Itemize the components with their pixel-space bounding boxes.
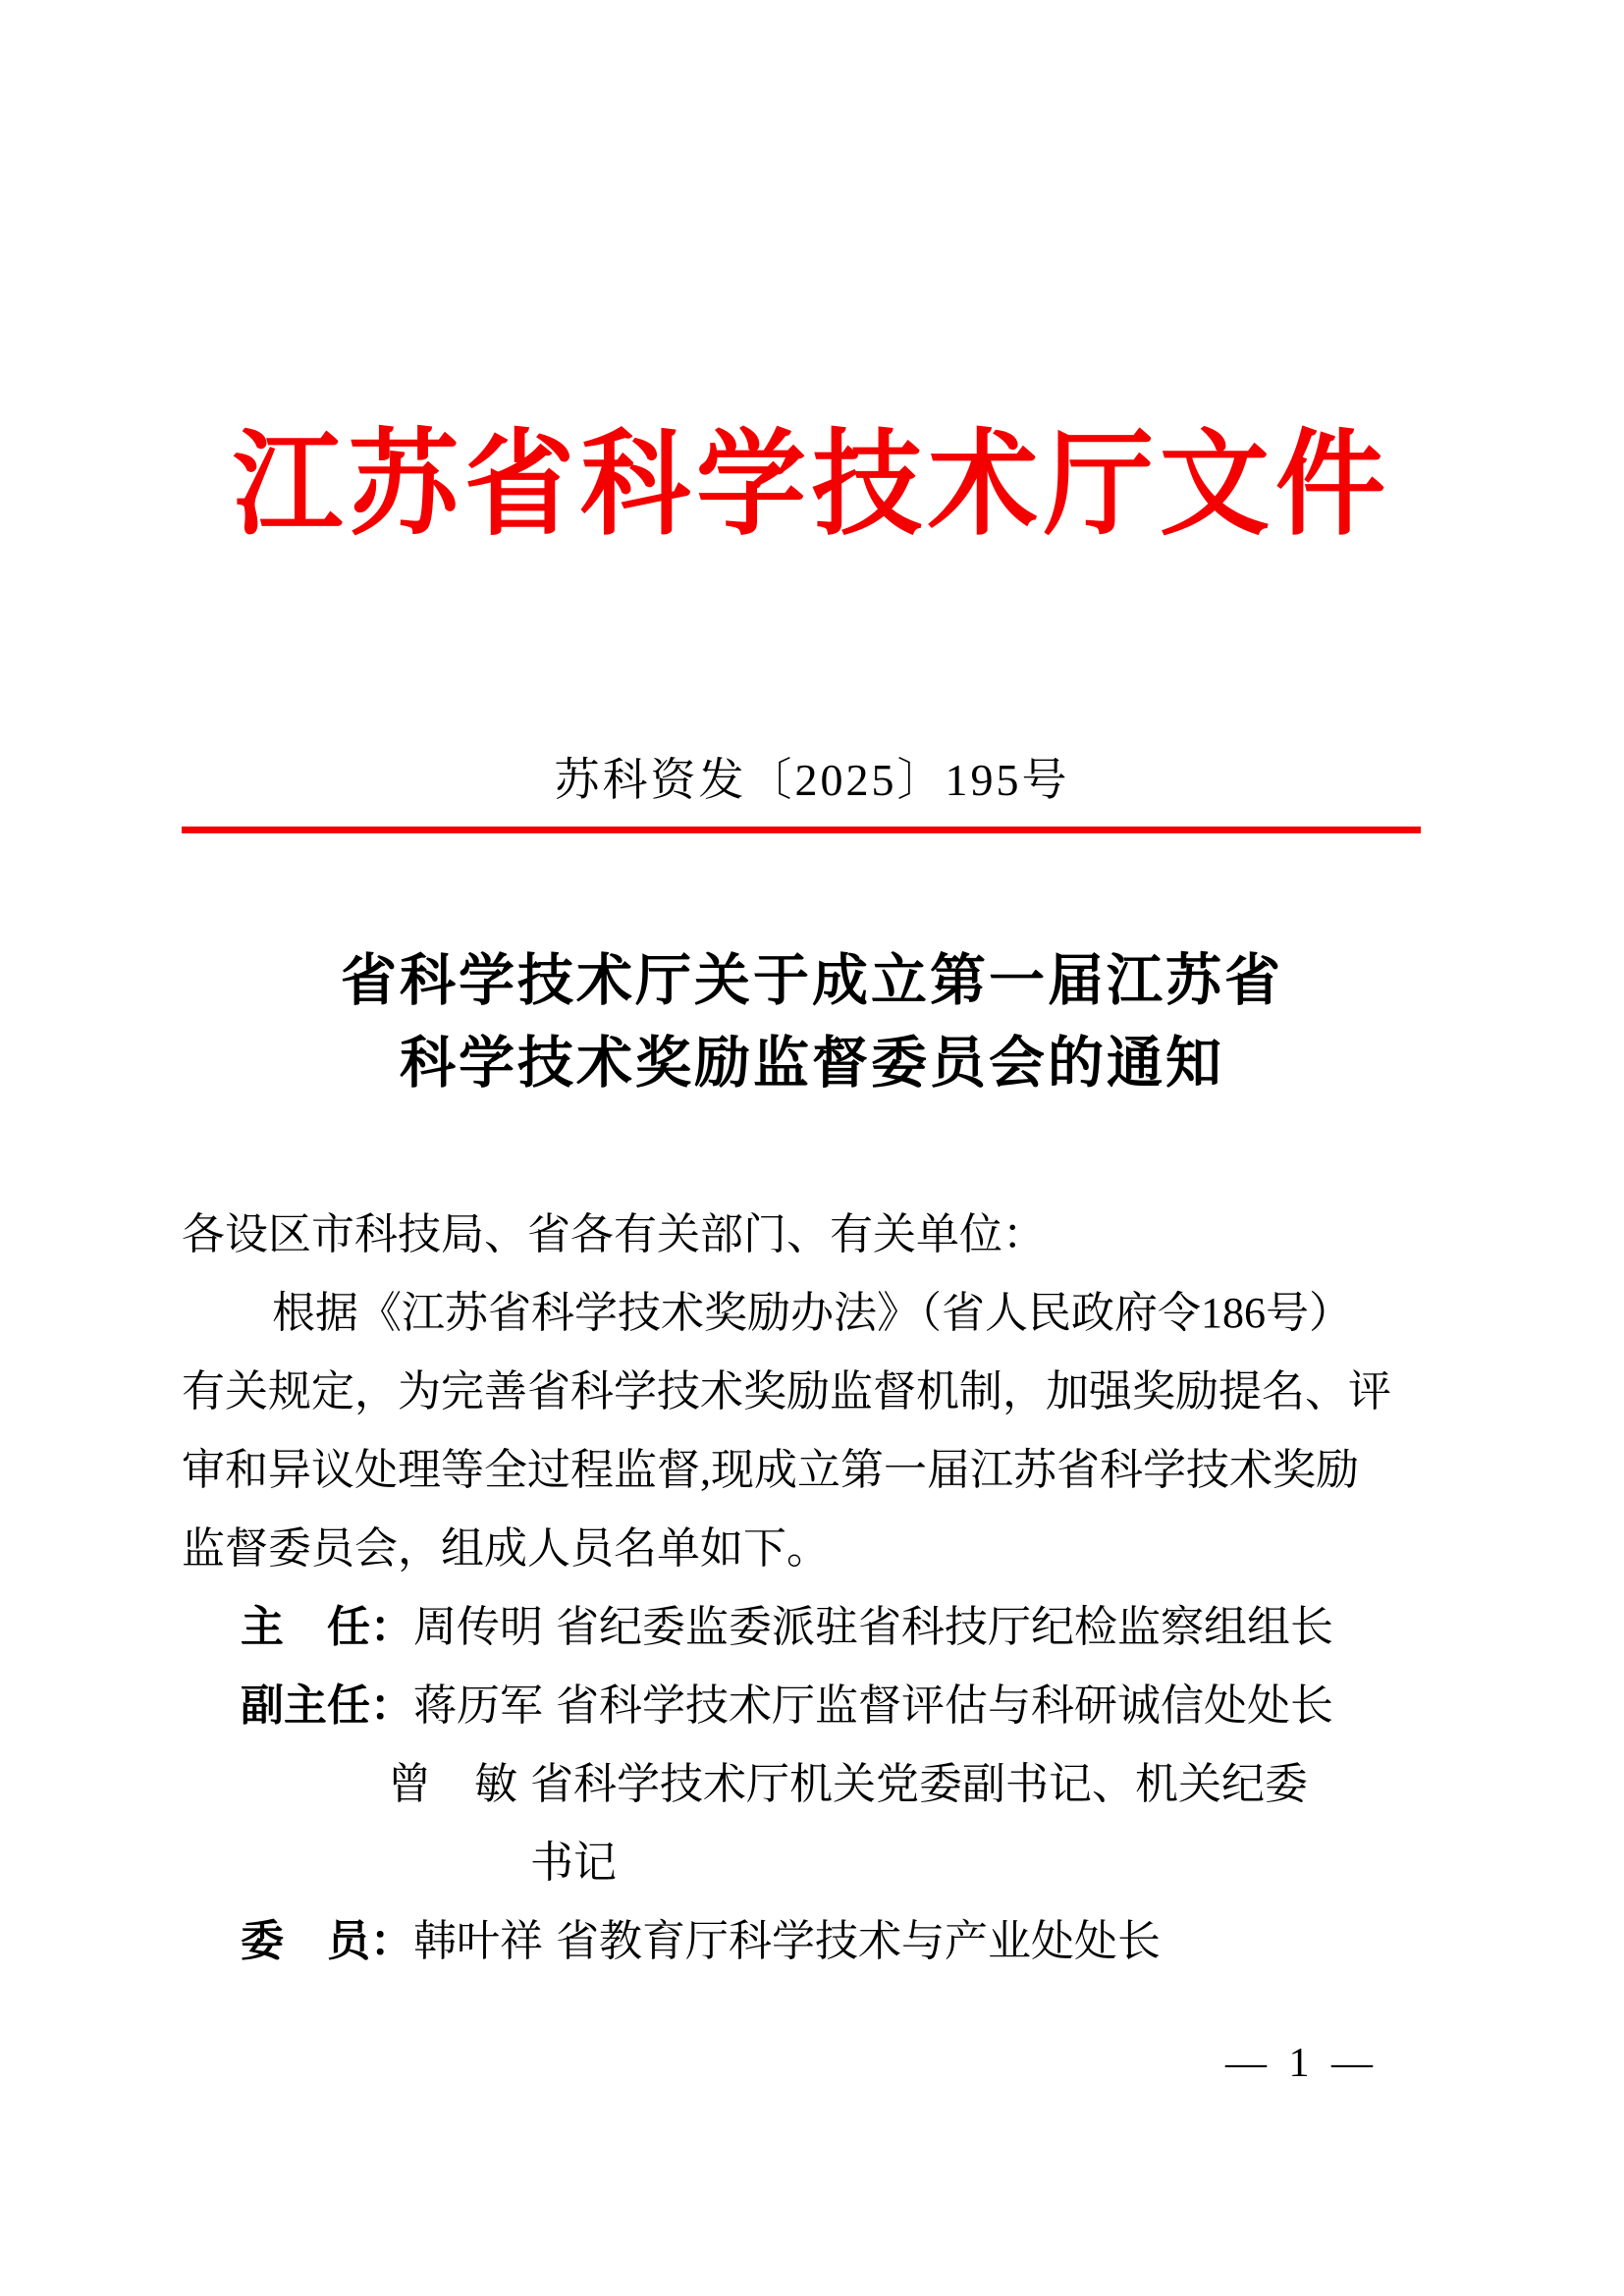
member-position-line: 省科学技术厅机关党委副书记、机关纪委 <box>530 1760 1308 1808</box>
member-role-label: 委 员： <box>241 1917 413 1965</box>
member-name: 周传明 <box>413 1603 543 1651</box>
agency-banner-title: 江苏省科学技术厅文件 <box>233 422 1391 550</box>
member-position <box>556 1667 1421 1745</box>
red-divider-rule <box>182 827 1421 833</box>
document-number: 苏科资发〔2025〕195号 <box>554 755 1070 805</box>
member-position-line: 省教育厅科学技术与产业处处长 <box>556 1917 1161 1965</box>
recipients-line: 各设区市科技局、省各有关部门、有关单位： <box>182 1210 1046 1258</box>
document-title-line-2: 科学技术奖励监督委员会的通知 <box>400 1033 1224 1095</box>
member-role-label: 主 任： <box>241 1603 413 1651</box>
member-position-line: 书记 <box>530 1839 617 1887</box>
member-position-line: 省科学技术厅监督评估与科研诚信处处长 <box>556 1682 1333 1730</box>
member-name: 韩叶祥 <box>413 1917 543 1965</box>
document-title-line-1: 省科学技术厅关于成立第一届江苏省 <box>341 950 1283 1012</box>
paragraph-line: 监督委员会，组成人员名单如下。 <box>182 1524 830 1573</box>
page-number: — 1 — <box>1225 2041 1379 2086</box>
member-position <box>556 1902 1421 1981</box>
member-row-vice-chairman <box>241 1667 1421 1745</box>
member-name: 蒋历军 <box>413 1682 543 1730</box>
paragraph-line: 有关规定，为完善省科学技术奖励监督机制，加强奖励提名、评 <box>182 1367 1391 1415</box>
document-title <box>0 940 1624 1105</box>
member-row-vice-chairman-2 <box>241 1745 1421 1902</box>
paragraph-line: 审和异议处理等全过程监督,现成立第一届江苏省科学技术奖励 <box>182 1446 1359 1494</box>
member-position <box>530 1745 1421 1902</box>
member-row-committee-member <box>241 1902 1421 1981</box>
member-position-line: 省纪委监委派驻省科技厅纪检监察组组长 <box>556 1603 1333 1651</box>
member-role-label: 副主任： <box>241 1682 413 1730</box>
member-row-chairman <box>241 1588 1421 1667</box>
document-body <box>182 1196 1421 1981</box>
member-name: 曾 敏 <box>388 1760 517 1808</box>
member-position <box>556 1588 1421 1667</box>
paragraph-line: 根据《江苏省科学技术奖励办法》（省人民政府令186号） <box>272 1289 1352 1337</box>
